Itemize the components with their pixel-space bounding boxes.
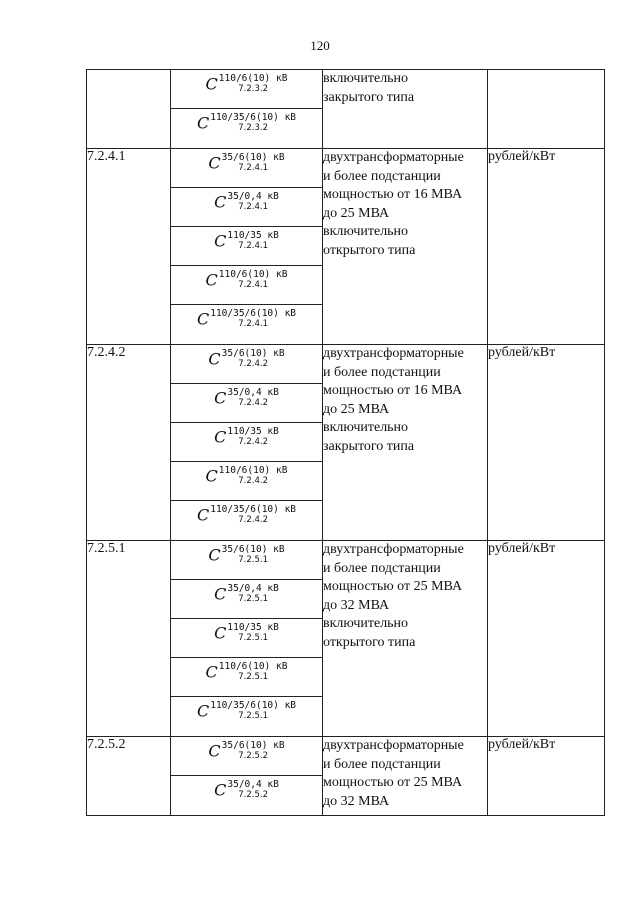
- rate-formula: [171, 583, 322, 605]
- description-line: до 32 МВА: [323, 793, 390, 809]
- rate-symbol: C: [196, 701, 210, 721]
- table-row: [87, 737, 605, 816]
- formula-cell: [171, 345, 322, 384]
- formula-cell: [171, 149, 322, 188]
- rate-formula: [171, 700, 322, 722]
- rate-symbol: C: [205, 74, 218, 94]
- rate-symbol: C: [196, 113, 210, 133]
- voltage-superscript: 110/35/6(10) кВ: [210, 700, 297, 711]
- voltage-superscript: 35/0,4 кВ: [227, 779, 279, 790]
- table-row: [87, 345, 605, 541]
- description: [323, 149, 488, 345]
- index-subscript: 7.2.5.1: [238, 633, 268, 643]
- formula-column: [171, 345, 323, 541]
- description-line: открытого типа: [323, 634, 416, 650]
- index-subscript: 7.2.5.1: [238, 711, 268, 721]
- formula-cell: [171, 697, 322, 736]
- rate-symbol: C: [208, 545, 221, 565]
- description-line: включительно: [323, 71, 409, 86]
- formula-cell: [171, 737, 322, 776]
- description-line: и более подстанции: [323, 756, 441, 772]
- formula-column: [171, 541, 323, 737]
- table-row: [87, 149, 605, 345]
- rate-formula: [171, 387, 322, 409]
- voltage-superscript: 110/6(10) кВ: [218, 465, 288, 476]
- index-subscript: 7.2.4.1: [238, 202, 268, 212]
- description-line: включительно: [323, 616, 409, 631]
- description-line: мощностью от 16 МВА: [323, 383, 463, 398]
- formula-cell: [171, 541, 322, 580]
- rate-formula: [171, 465, 322, 487]
- description-line: закрытого типа: [323, 89, 415, 105]
- rate-formula: [171, 73, 322, 95]
- rate-symbol: C: [205, 662, 218, 682]
- formula-cell: [171, 384, 322, 423]
- rate-symbol: C: [214, 388, 227, 408]
- formula-cell: [171, 580, 322, 619]
- index-subscript: 7.2.4.1: [238, 163, 268, 173]
- item-code: 7.2.4.1: [87, 149, 171, 345]
- rate-symbol: C: [205, 270, 218, 290]
- unit: рублей/кВт: [488, 541, 605, 737]
- description-line: до 32 МВА: [323, 597, 390, 613]
- voltage-superscript: 110/6(10) кВ: [218, 661, 288, 672]
- rate-symbol: C: [205, 466, 218, 486]
- formula-cell: [171, 70, 322, 109]
- index-subscript: 7.2.5.2: [238, 790, 268, 800]
- description-line: до 25 МВА: [323, 205, 390, 221]
- formula-cell: [171, 266, 322, 305]
- formula-column: [171, 149, 323, 345]
- index-subscript: 7.2.4.2: [238, 515, 268, 525]
- rate-symbol: C: [214, 584, 227, 604]
- description: [323, 345, 488, 541]
- description-line: мощностью от 16 МВА: [323, 187, 463, 202]
- rate-formula: [171, 191, 322, 213]
- rate-formula: [171, 348, 322, 370]
- rate-symbol: C: [208, 349, 221, 369]
- voltage-superscript: 110/35/6(10) кВ: [210, 308, 297, 319]
- voltage-superscript: 110/6(10) кВ: [218, 73, 288, 84]
- formula-cell: [171, 109, 322, 148]
- index-subscript: 7.2.4.2: [238, 476, 268, 486]
- description-line: и более подстанции: [323, 364, 441, 380]
- rate-symbol: C: [214, 192, 227, 212]
- description: [323, 70, 488, 149]
- table-row: [87, 541, 605, 737]
- unit: рублей/кВт: [488, 345, 605, 541]
- table-row: [87, 70, 605, 149]
- formula-cell: [171, 423, 322, 462]
- voltage-superscript: 35/0,4 кВ: [227, 387, 279, 398]
- formula-cell: [171, 188, 322, 227]
- rate-formula: [171, 622, 322, 644]
- description-line: и более подстанции: [323, 168, 441, 184]
- index-subscript: 7.2.3.2: [238, 123, 268, 133]
- item-code: [87, 70, 171, 149]
- voltage-superscript: 35/6(10) кВ: [221, 152, 285, 163]
- voltage-superscript: 110/35 кВ: [227, 230, 279, 241]
- rate-symbol: C: [196, 309, 210, 329]
- unit: [488, 70, 605, 149]
- rate-symbol: C: [214, 427, 227, 447]
- voltage-superscript: 35/6(10) кВ: [221, 740, 285, 751]
- unit: рублей/кВт: [488, 737, 605, 816]
- rate-symbol: C: [214, 780, 227, 800]
- voltage-superscript: 35/0,4 кВ: [227, 583, 279, 594]
- index-subscript: 7.2.5.1: [238, 555, 268, 565]
- description-line: открытого типа: [323, 242, 416, 258]
- formula-cell: [171, 462, 322, 501]
- rate-symbol: C: [214, 231, 227, 251]
- rate-formula: [171, 740, 322, 762]
- description-line: двухтрансформаторные: [323, 738, 464, 753]
- description-line: мощностью от 25 МВА: [323, 579, 463, 594]
- description-line: до 25 МВА: [323, 401, 390, 417]
- rate-formula: [171, 426, 322, 448]
- formula-cell: [171, 501, 322, 540]
- voltage-superscript: 35/0,4 кВ: [227, 191, 279, 202]
- description-line: двухтрансформаторные: [323, 542, 464, 557]
- index-subscript: 7.2.4.2: [238, 437, 268, 447]
- voltage-superscript: 35/6(10) кВ: [221, 544, 285, 555]
- index-subscript: 7.2.4.1: [238, 319, 268, 329]
- description-line: и более подстанции: [323, 560, 441, 576]
- description: [323, 541, 488, 737]
- item-code: 7.2.4.2: [87, 345, 171, 541]
- rate-formula: [171, 152, 322, 174]
- index-subscript: 7.2.5.1: [238, 672, 268, 682]
- rate-formula: [171, 504, 322, 526]
- rate-formula: [171, 779, 322, 801]
- item-code: 7.2.5.1: [87, 541, 171, 737]
- formula-cell: [171, 619, 322, 658]
- voltage-superscript: 110/6(10) кВ: [218, 269, 288, 280]
- description: [323, 737, 488, 816]
- rate-formula: [171, 269, 322, 291]
- rate-formula: [171, 308, 322, 330]
- description-line: мощностью от 25 МВА: [323, 775, 463, 790]
- rate-symbol: C: [208, 741, 221, 761]
- voltage-superscript: 35/6(10) кВ: [221, 348, 285, 359]
- unit: рублей/кВт: [488, 149, 605, 345]
- formula-cell: [171, 776, 322, 815]
- voltage-superscript: 110/35 кВ: [227, 426, 279, 437]
- description-line: включительно: [323, 420, 409, 435]
- formula-cell: [171, 305, 322, 344]
- index-subscript: 7.2.3.2: [238, 84, 268, 94]
- index-subscript: 7.2.4.2: [238, 398, 268, 408]
- rate-formula: [171, 544, 322, 566]
- index-subscript: 7.2.4.1: [238, 241, 268, 251]
- rate-formula: [171, 661, 322, 683]
- rates-table: [86, 69, 605, 816]
- rate-formula: [171, 230, 322, 252]
- description-line: включительно: [323, 224, 409, 239]
- index-subscript: 7.2.5.2: [238, 751, 268, 761]
- description-line: двухтрансформаторные: [323, 346, 464, 361]
- voltage-superscript: 110/35 кВ: [227, 622, 279, 633]
- page-number: 120: [310, 38, 330, 53]
- formula-column: [171, 737, 323, 816]
- index-subscript: 7.2.5.1: [238, 594, 268, 604]
- index-subscript: 7.2.4.1: [238, 280, 268, 290]
- description-line: закрытого типа: [323, 438, 415, 454]
- rate-symbol: C: [208, 153, 221, 173]
- index-subscript: 7.2.4.2: [238, 359, 268, 369]
- description-line: двухтрансформаторные: [323, 150, 464, 165]
- formula-column: [171, 70, 323, 149]
- rate-symbol: C: [196, 505, 210, 525]
- rate-symbol: C: [214, 623, 227, 643]
- voltage-superscript: 110/35/6(10) кВ: [210, 112, 297, 123]
- formula-cell: [171, 658, 322, 697]
- item-code: 7.2.5.2: [87, 737, 171, 816]
- voltage-superscript: 110/35/6(10) кВ: [210, 504, 297, 515]
- formula-cell: [171, 227, 322, 266]
- rate-formula: [171, 112, 322, 134]
